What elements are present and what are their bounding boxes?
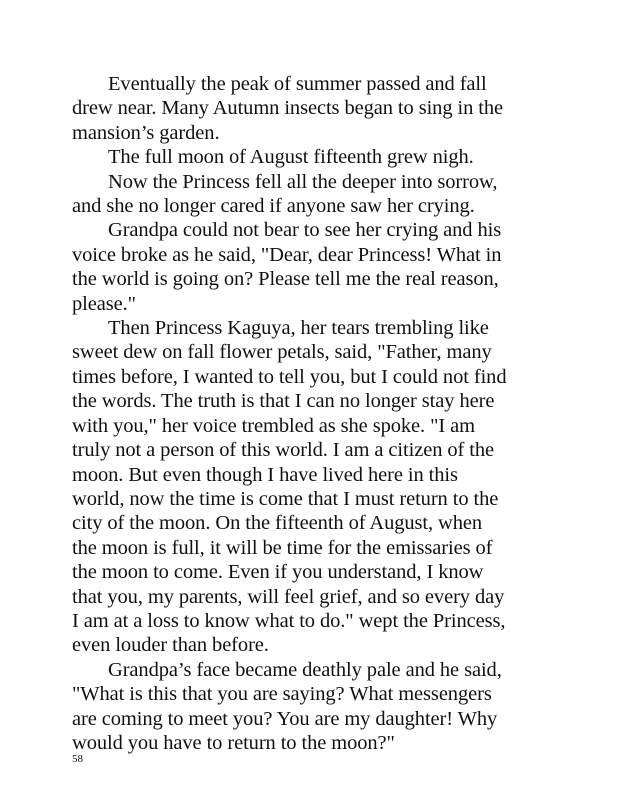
- text-line: with you," her voice trembled as she spoke. "I am: [72, 414, 475, 437]
- text-line: Grandpa’s face became deathly pale and he said,: [108, 658, 502, 681]
- text-line: would you have to return to the moon?": [72, 731, 395, 754]
- text-line: the world is going on? Please tell me the real reason,: [72, 268, 499, 291]
- text-line: Then Princess Kaguya, her tears trembling like: [108, 317, 489, 340]
- text-line: the moon to come. Even if you understand, I know: [72, 561, 484, 584]
- text-line: moon. But even though I have lived here in this: [72, 463, 458, 486]
- text-line: and she no longer cared if anyone saw her crying.: [72, 195, 475, 218]
- text-line: Eventually the peak of summer passed and fall: [108, 73, 487, 95]
- text-line: "What is this that you are saying? What messengers: [72, 683, 492, 706]
- text-line: the words. The truth is that I can no longer stay here: [72, 390, 495, 413]
- text-line: times before, I wanted to tell you, but I could not find: [72, 365, 507, 388]
- text-line: Grandpa could not bear to see her crying and his: [108, 219, 502, 242]
- text-line: drew near. Many Autumn insects began to sing in the: [72, 97, 504, 120]
- text-line: the moon is full, it will be time for the emissaries of: [72, 536, 493, 559]
- text-line: please.": [72, 292, 136, 315]
- text-line: mansion’s garden.: [72, 121, 220, 144]
- text-line: city of the moon. On the fifteenth of August, when: [72, 512, 483, 535]
- text-line: Now the Princess fell all the deeper into sorrow,: [108, 170, 498, 193]
- text-line: that you, my parents, will feel grief, and so every day: [72, 585, 505, 608]
- text-line: sweet dew on fall flower petals, said, "Father, many: [72, 341, 492, 364]
- page-number: 58: [72, 753, 83, 765]
- text-line: are coming to meet you? You are my daughter! Why: [72, 707, 498, 730]
- text-line: even louder than before.: [72, 634, 269, 657]
- story-text: [72, 72, 592, 755]
- text-line: voice broke as he said, "Dear, dear Princess! What in: [72, 243, 502, 266]
- text-line: I am at a loss to know what to do." wept the Princess,: [72, 609, 506, 632]
- text-line: The full moon of August fifteenth grew nigh.: [108, 146, 474, 169]
- text-line: world, now the time is come that I must return to the: [72, 487, 499, 510]
- text-line: truly not a person of this world. I am a citizen of the: [72, 439, 495, 462]
